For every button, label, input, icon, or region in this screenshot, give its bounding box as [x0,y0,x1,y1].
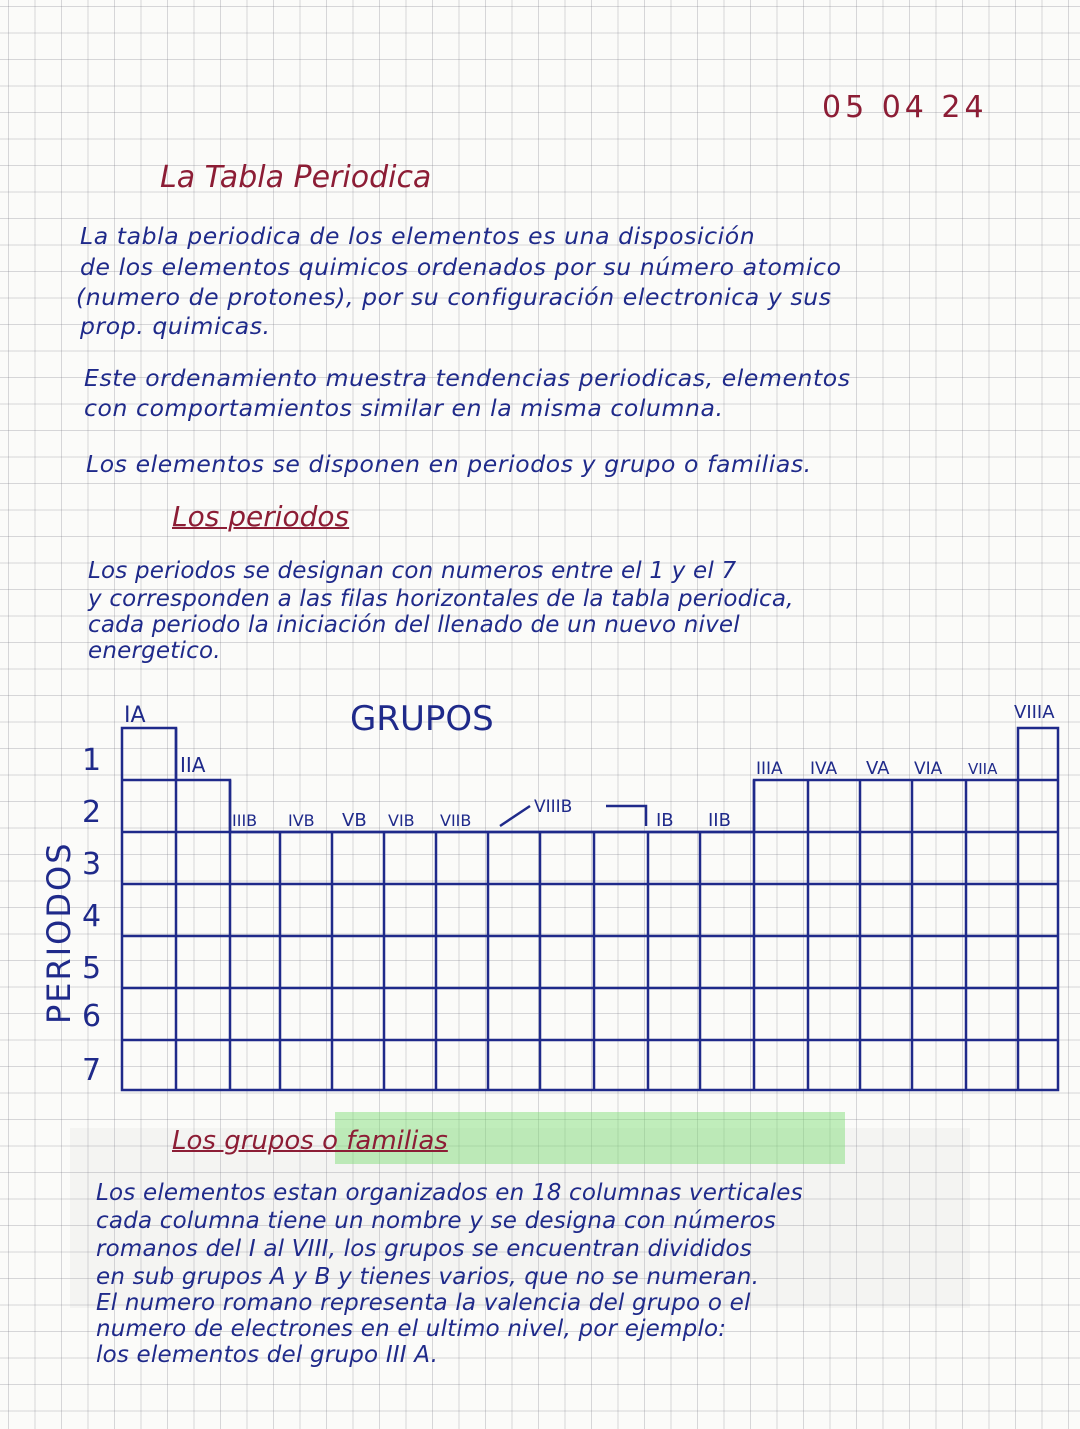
group-label-via: VIA [914,759,943,779]
group-label-viiia: VIIIA [1014,702,1055,723]
intro-line-4: prop. quimicas. [80,312,271,340]
periods-line-3: cada periodo la iniciación del llenado de un nuevo nivel [88,612,740,638]
ordering-line-2: con comportamientos similar en la misma columna. [84,394,724,422]
period-number-5: 5 [82,951,102,986]
period-number-1: 1 [82,743,102,778]
periods-line-1: Los periodos se designan con numeros entre el 1 y el 7 [88,558,737,584]
group-label-ivb: IVB [288,811,315,830]
page-title: La Tabla Periodica [160,160,432,195]
period-number-4: 4 [82,899,102,934]
groups-heading: Los grupos o familias [172,1126,448,1156]
periods-line-2: y corresponden a las filas horizontales de la tabla periodica, [88,586,794,612]
intro-line-2: de los elementos quimicos ordenados por su número atomico [80,253,842,281]
periods-axis-label: PERIODOS [40,841,78,1024]
group-label-iib: IIB [708,810,731,831]
periods-heading: Los periodos [172,500,350,533]
group-label-iia: IIA [180,753,206,777]
arrangement-line: Los elementos se disponen en periodos y grupo o familias. [86,450,812,478]
group-label-ib: IB [656,810,674,831]
period-number-2: 2 [82,795,102,830]
groups-line-2: cada columna tiene un nombre y se designa con números [96,1208,776,1234]
group-label-vb: VB [342,810,367,831]
group-label-iiib: IIIB [232,811,258,830]
group-label-iva: IVA [810,759,838,779]
periods-line-4: energetico. [88,638,221,664]
period-number-3: 3 [82,847,102,882]
groups-line-3: romanos del I al VIII, los grupos se encuentran divididos [96,1236,752,1262]
groups-line-4: en sub grupos A y B y tienes varios, que no se numeran. [96,1264,760,1290]
groups-line-7: los elementos del grupo III A. [96,1342,439,1368]
group-label-vib: VIB [388,811,415,830]
groups-line-6: numero de electrones en el ultimo nivel, por ejemplo: [96,1316,727,1342]
date-text: 05 04 24 [822,90,988,125]
period-number-6: 6 [82,999,102,1034]
group-label-va: VA [866,758,890,779]
intro-line-1: La tabla periodica de los elementos es una disposición [80,222,756,250]
groups-label: GRUPOS [350,699,494,739]
group-label-viiib: VIIIB [534,797,573,817]
intro-line-3: (numero de protones), por su configuración electronica y sus [76,283,832,311]
groups-line-5: El numero romano representa la valencia del grupo o el [96,1290,751,1316]
group-label-viib: VIIB [440,811,472,830]
ordering-line-1: Este ordenamiento muestra tendencias periodicas, elementos [84,364,851,392]
group-label-viia: VIIA [968,760,998,778]
groups-line-1: Los elementos estan organizados en 18 columnas verticales [96,1180,803,1206]
group-label-iiia: IIIA [756,759,783,779]
group-label-ia: IA [124,703,146,728]
period-number-7: 7 [82,1053,102,1088]
